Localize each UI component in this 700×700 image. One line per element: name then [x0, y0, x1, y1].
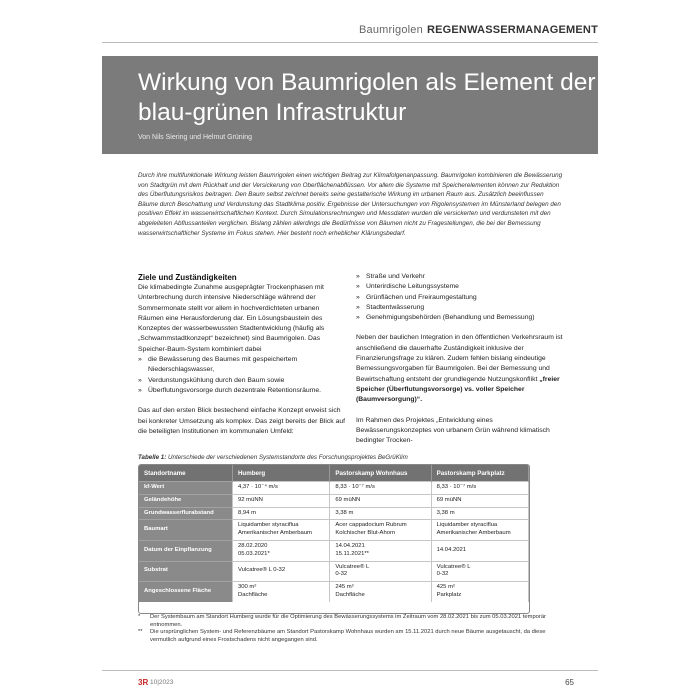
table-cell: 245 m² Dachfläche: [330, 582, 431, 602]
table-row: [139, 507, 529, 520]
column-header: Humberg: [232, 465, 329, 482]
table-cell: 14.04.2021 15.11.2021**: [330, 540, 431, 561]
footnote: [138, 629, 568, 644]
table-row: [139, 520, 529, 541]
caption-text: Unterschiede der verschiedenen Systemstandorte des Forschungsprojektes BeGrüKlim: [168, 454, 408, 461]
table-row: [139, 494, 529, 507]
row-label: Geländehöhe: [139, 494, 232, 507]
footnote: [138, 614, 568, 629]
bullet-list: [356, 272, 564, 323]
row-label: Grundwasserflurabstand: [139, 507, 232, 520]
page-number: 65: [565, 678, 574, 687]
header-rule: [102, 42, 598, 43]
article-authors: Von Nils Siering und Helmut Grüning: [138, 134, 253, 141]
conflict-statement: „freier Speicher (Überflutungsvorsorge) vs. voller Speicher (Baumversorgung)“.: [356, 375, 560, 404]
table-row: [139, 482, 529, 495]
row-label: Datum der Einpflanzung: [139, 540, 232, 561]
list-item: » Grünflächen und Freiraumgestaltung: [356, 293, 564, 303]
caption-number: Tabelle 1:: [138, 454, 167, 461]
column-header: Pastorskamp Wohnhaus: [330, 465, 431, 482]
section-heading: Ziele und Zuständigkeiten: [138, 273, 237, 282]
list-item: » Unterirdische Leitungssysteme: [356, 282, 564, 292]
table-cell: 92 müNN: [232, 494, 329, 507]
list-item: » Stadtentwässerung: [356, 303, 564, 313]
footnote-mark: *: [138, 614, 141, 620]
table-cell: 4,37 · 10⁻⁴ m/s: [232, 482, 329, 495]
list-item: » Verdunstungskühlung durch den Baum sowie: [138, 376, 346, 386]
list-item: » Straße und Verkehr: [356, 272, 564, 282]
table-cell: 8,94 m: [232, 507, 329, 520]
comparison-table: [138, 464, 530, 614]
table-cell: 14.04.2021: [431, 540, 528, 561]
footnote-text: Die ursprünglichen System- und Referenzbäume am Standort Pastorskamp Wohnhaus wurden am 15.11.2021 durch neue Bäume ausgetauscht, da diese vermutlich aufgrund eines Frostschadens nicht angegangen sind.: [150, 629, 546, 643]
header-section: Baumrigolen: [358, 24, 423, 36]
table-cell: 425 m² Parkplatz: [431, 582, 528, 602]
row-label: Substrat: [139, 561, 232, 582]
paragraph: Im Rahmen des Projektes „Entwicklung eines Bewässerungskonzeptes von urbanem Grün während klimatisch bedingter Trocken-: [356, 416, 550, 445]
paragraph: Die klimabedingte Zunahme ausgeprägter Trockenphasen mit Unterbrechung durch intensive Niederschläge während der Sommermonate stellt vor allem in hochverdichteten urbanen Räumen eine Herausforderung dar. Ein Lösungsbaustein des Konzeptes der wasserbewussten Stadtentwicklung (häufig als „Schwammstadtkonzept“ bezeichnet) sind Baumrigolen. Das Speicher-Baum-System kombiniert dabei: [138, 284, 325, 353]
row-label: Baumart: [139, 520, 232, 541]
row-label: kf-Wert: [139, 482, 232, 495]
paragraph: [356, 333, 564, 405]
header-topic: REGENWASSERMANAGEMENT: [426, 24, 598, 36]
table-cell: 69 müNN: [431, 494, 528, 507]
table-cell: 8,33 · 10⁻⁷ m/s: [431, 482, 528, 495]
table-cell: 28.02.2020 05.03.2021*: [232, 540, 329, 561]
table-row: [139, 540, 529, 561]
table-cell: 8,33 · 10⁻⁷ m/s: [330, 482, 431, 495]
list-item: » Überflutungsvorsorge durch dezentrale Retentionsräume.: [138, 386, 346, 396]
table-cell: Acer cappadocium Rubrum Kolchischer Blut-Ahorn: [330, 520, 431, 541]
footer-rule: [102, 670, 598, 671]
list-item: » Genehmigungsbehörden (Behandlung und Bemessung): [356, 313, 564, 323]
footnote-text: Der Systembaum am Standort Humberg wurde für die Optimierung des Bewässerungssystems im Zeitraum vom 28.02.2021 bis zum 05.03.2021 temporär entnommen.: [150, 614, 546, 628]
right-column: [356, 272, 564, 446]
issue-number: 10|2023: [150, 679, 174, 686]
column-header: Standortname: [139, 465, 232, 482]
left-column: [138, 272, 346, 437]
table-row: [139, 561, 529, 582]
article-title: Wirkung von Baumrigolen als Element der blau-grünen Infrastruktur: [138, 69, 596, 126]
footnote-mark: **: [138, 629, 143, 636]
table-cell: Liquidamber styraciflua Amerikanischer Amberbaum: [431, 520, 528, 541]
table-cell: Vulcatree® L 0-32: [232, 561, 329, 582]
table-cell: 3,38 m: [330, 507, 431, 520]
table-cell: 300 m² Dachfläche: [232, 582, 329, 602]
magazine-logo: 3R: [138, 678, 149, 687]
table-cell: 3,38 m: [431, 507, 528, 520]
paragraph-text: Neben der baulichen Integration in den öffentlichen Verkehrsraum ist anschließend die dauerhafte Zuständigkeit inklusive der Finanzierungsfrage zu klären. Zudem fehlen bislang eindeutige Bemessungsvorgaben für Baumrigolen. Bei der Bemessung und Bewirtschaftung entsteht der grundlegende Nutzungskonflikt: [356, 334, 563, 383]
table-cell: Liquidamber styraciflua Amerikanischer Amberbaum: [232, 520, 329, 541]
column-header: Pastorskamp Parkplatz: [431, 465, 528, 482]
table-footnotes: [138, 614, 568, 644]
bullet-list: [138, 355, 346, 396]
table-cell: Vulcatree® L 0-32: [431, 561, 528, 582]
table-header-row: [139, 465, 529, 482]
table-cell: Vulcatree® L 0-32: [330, 561, 431, 582]
row-label: Angeschlossene Fläche: [139, 582, 232, 602]
table-caption: [138, 454, 408, 461]
table-cell: 69 müNN: [330, 494, 431, 507]
paragraph: Das auf den ersten Blick bestechend einfache Konzept erweist sich bei konkreter Umsetzung als komplex. Das zeigt bereits der Blick auf die beteiligten Institutionen im kommunalen Umfeld:: [138, 407, 346, 435]
list-item: » die Bewässerung des Baumes mit gespeichertem Niederschlagswasser,: [138, 355, 346, 376]
table-row: [139, 582, 529, 602]
running-header: [359, 24, 598, 36]
article-intro: Durch ihre multifunktionale Wirkung leisten Baumrigolen einen wichtigen Beitrag zur Klimafolgenanpassung. Baumrigolen kombinieren die Bewässerung von Stadtgrün mit dem Rückhalt und der Versickerung von Oberflächenabflüssen. Vor allem die Systeme mit Speicherelementen können zur Reduktion des Überflutungsrisikos beitragen. Den Baum selbst zeichnet bereits seine gestalterische Wirkung im urbanen Raum aus. Zusätzlich beeinflussen Bäume durch Beschattung und Verdunstung das Stadtklima positiv. Ergebnisse der Untersuchungen von Rigolensystemen im Münsterland belegen den positiven Effekt im wasserwirtschaftlichen Kontext. Durch Simulationsrechnungen und Messdaten wurden die versickerten und verdunsteten mit den abgeleiteten Abflussanteilen verglichen. Bislang zählen allerdings die Bedürfnisse von Bäumen nicht zu Fragestellungen, die bei der Bemessung wasserwirtschaftlicher Systeme im Fokus stehen. Hier besteht noch erheblicher Klärungsbedarf.: [138, 172, 563, 237]
